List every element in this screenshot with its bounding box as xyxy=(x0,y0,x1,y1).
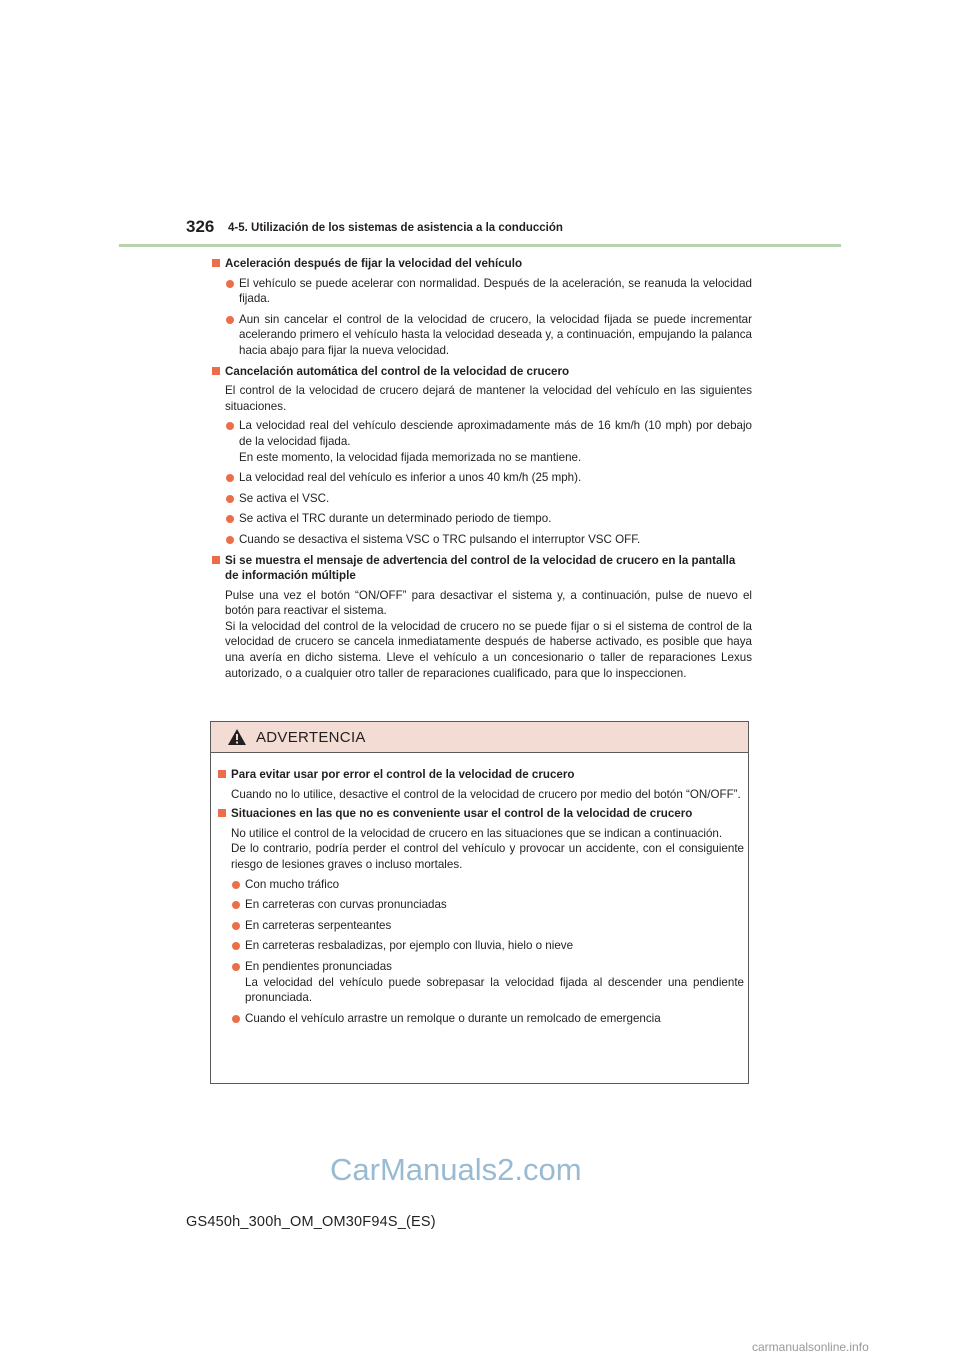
section-intro: Pulse una vez el botón “ON/OFF” para desactivar el sistema y, a continuación, pulse de nuevo el botón para reactivar el sistema. Si la velocidad del control de la velocidad de crucero no se puede fijar o si el sistema de control de la velocidad de crucero se cancela inmediatamente después de haberse activado, es posible que haya una avería en dicho sistema. Lleve el vehículo a un concesionario o taller de reparaciones Lexus autorizado, o a cualquier otro taller de reparaciones cualificado, para que lo inspeccionen. xyxy=(225,588,752,680)
section-auto-cancel xyxy=(212,364,752,548)
warning-box xyxy=(210,721,749,1084)
section-heading: Aceleración después de fijar la velocidad del vehículo xyxy=(212,256,752,272)
square-bullet-icon xyxy=(212,367,220,375)
square-bullet-icon xyxy=(218,770,226,778)
square-bullet-icon xyxy=(212,556,220,564)
round-bullet-icon xyxy=(226,474,234,482)
list-item: En carreteras serpenteantes xyxy=(218,918,744,934)
site-watermark: carmanualsonline.info xyxy=(752,1340,869,1354)
header-rule xyxy=(119,244,841,247)
page-number: 326 xyxy=(186,217,215,236)
warning-header xyxy=(211,722,748,753)
section-intro: El control de la velocidad de crucero dejará de mantener la velocidad del vehículo en las siguientes situaciones. xyxy=(225,384,752,413)
section-heading: Cancelación automática del control de la velocidad de crucero xyxy=(212,364,752,380)
round-bullet-icon xyxy=(226,536,234,544)
warning-heading: Situaciones en las que no es conveniente usar el control de la velocidad de crucero xyxy=(218,806,744,822)
warning-heading: Para evitar usar por error el control de la velocidad de crucero xyxy=(218,767,744,783)
section-acceleration xyxy=(212,256,752,359)
list-item: El vehículo se puede acelerar con normalidad. Después de la aceleración, se reanuda la velocidad fijada. xyxy=(212,276,752,307)
list-item: En pendientes pronunciadas La velocidad del vehículo puede sobrepasar la velocidad fijada al descender una pendiente pronunciada. xyxy=(218,959,744,1006)
round-bullet-icon xyxy=(226,495,234,503)
warning-text: Cuando no lo utilice, desactive el control de la velocidad de crucero por medio del botón “ON/OFF”. xyxy=(231,787,741,801)
square-bullet-icon xyxy=(218,809,226,817)
round-bullet-icon xyxy=(226,422,234,430)
list-item: Se activa el VSC. xyxy=(212,491,752,507)
page-footer: GS450h_300h_OM_OM30F94S_(ES) xyxy=(186,1214,436,1230)
list-item: Cuando el vehículo arrastre un remolque o durante un remolcado de emergencia xyxy=(218,1011,744,1027)
warning-triangle-icon xyxy=(227,728,247,746)
round-bullet-icon xyxy=(226,515,234,523)
list-item: Se activa el TRC durante un determinado periodo de tiempo. xyxy=(212,511,752,527)
round-bullet-icon xyxy=(232,922,240,930)
round-bullet-icon xyxy=(232,963,240,971)
round-bullet-icon xyxy=(226,316,234,324)
warning-title: ADVERTENCIA xyxy=(256,729,366,746)
page-header xyxy=(186,217,846,247)
list-item: En carreteras con curvas pronunciadas xyxy=(218,897,744,913)
section-heading: Si se muestra el mensaje de advertencia del control de la velocidad de crucero en la pantalla de información múltiple xyxy=(212,553,752,584)
round-bullet-icon xyxy=(232,881,240,889)
list-item: Con mucho tráfico xyxy=(218,877,744,893)
list-item: La velocidad real del vehículo desciende aproximadamente más de 16 km/h (10 mph) por debajo de la velocidad fijada. En este momento, la velocidad fijada memorizada no se mantiene. xyxy=(212,418,752,465)
watermark: CarManuals2.com xyxy=(330,1152,582,1187)
main-content xyxy=(212,256,752,685)
list-item: Cuando se desactiva el sistema VSC o TRC pulsando el interruptor VSC OFF. xyxy=(212,532,752,548)
round-bullet-icon xyxy=(232,1015,240,1023)
warning-body xyxy=(218,767,744,1031)
square-bullet-icon xyxy=(212,259,220,267)
section-warning-message xyxy=(212,553,752,682)
round-bullet-icon xyxy=(232,942,240,950)
round-bullet-icon xyxy=(232,901,240,909)
warning-text: No utilice el control de la velocidad de crucero en las situaciones que se indican a continuación. De lo contrario, podría perder el control del vehículo y provocar un accidente, con el consiguiente riesgo de lesiones graves o incluso mortales. xyxy=(231,826,744,871)
list-item: En carreteras resbaladizas, por ejemplo con lluvia, hielo o nieve xyxy=(218,938,744,954)
round-bullet-icon xyxy=(226,280,234,288)
list-item: La velocidad real del vehículo es inferior a unos 40 km/h (25 mph). xyxy=(212,470,752,486)
section-title: 4-5. Utilización de los sistemas de asistencia a la conducción xyxy=(228,222,563,234)
list-item: Aun sin cancelar el control de la velocidad de crucero, la velocidad fijada se puede incrementar acelerando primero el vehículo hasta la velocidad deseada y, a continuación, empujando la palanca hacia abajo para fijar la nueva velocidad. xyxy=(212,312,752,359)
